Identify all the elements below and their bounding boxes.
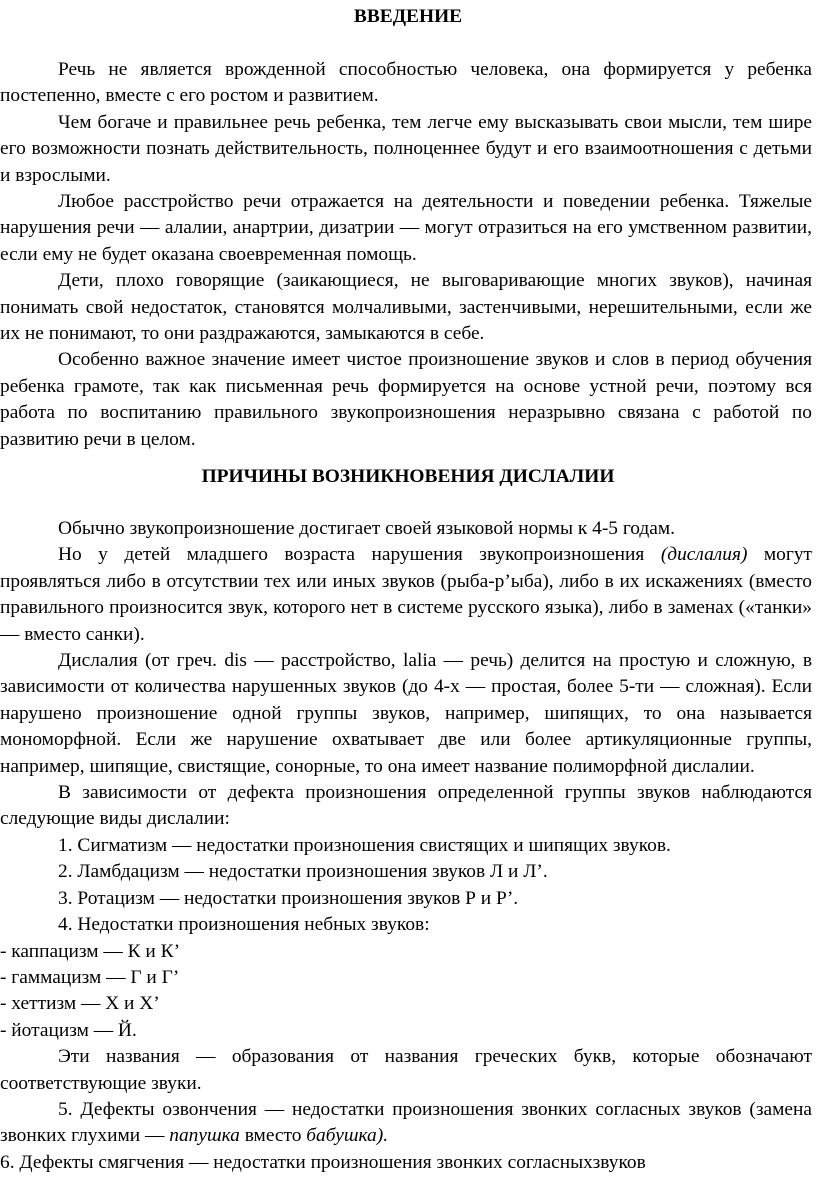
causes-paragraph-6 bbox=[0, 1097, 812, 1150]
causes-body bbox=[0, 516, 812, 1176]
causes-paragraph-7: 6. Дефекты смягчения — недостатки произношения звонких согласныхзвуков bbox=[0, 1151, 646, 1173]
causes-paragraph-6-text-a: 5. Дефекты озвончения — недостатки произношения звонких согласных звуков (замена звонких глухими — bbox=[0, 1098, 812, 1147]
causes-paragraph-6-text-mid: вместо bbox=[239, 1125, 307, 1147]
causes-paragraph-2-text-b: могут проявляться либо в отсутствии тех или иных звуков (рыба-р’ыба), либо в их искажениях (вместо правильного произносится звук, которого нет в системе русского языка), либо в заменах («танки» — вместо санки). bbox=[0, 544, 812, 645]
intro-paragraph-5: Особенно важное значение имеет чистое произношение звуков и слов в период обучения ребенка грамоте, так как письменная речь формируется на основе устной речи, поэтому вся работа по воспитанию правильного звукопроизношения неразрывно связана с работой по развитию речи в целом. bbox=[0, 349, 812, 450]
causes-paragraph-2-text-a: Но у детей младшего возраста нарушения звукопроизношения bbox=[58, 544, 661, 566]
intro-paragraph-2: Чем богаче и правильнее речь ребенка, тем легче ему высказывать свои мысли, тем шире его возможности познать действительность, полноценнее будут и его взаимоотношения с детьми и взрослыми. bbox=[0, 111, 812, 186]
list-item-1: 1. Сигматизм — недостатки произношения свистящих и шипящих звуков. bbox=[58, 834, 671, 856]
sublist-item-4: - йотацизм — Й. bbox=[0, 1019, 137, 1041]
intro-paragraph-3: Любое расстройство речи отражается на деятельности и поведении ребенка. Тяжелые нарушения речи — алалии, анартрии, дизатрии — могут отразиться на его умственном развитии, если ему не будет оказана своевременная помощь. bbox=[0, 191, 812, 265]
intro-body bbox=[0, 57, 812, 453]
causes-paragraph-6-emphasis-2: бабушка). bbox=[306, 1125, 389, 1147]
causes-heading: ПРИЧИНЫ ВОЗНИКНОВЕНИЯ ДИСЛАЛИИ bbox=[201, 466, 615, 487]
intro-paragraph-1: Речь не является врожденной способностью человека, она формируется у ребенка постепенно, вместе с его ростом и развитием. bbox=[0, 59, 812, 107]
causes-paragraph-5: Эти названия — образования от названия греческих букв, которые обозначают соответствующие звуки. bbox=[0, 1046, 812, 1094]
causes-paragraph-1: Обычно звукопроизношение достигает своей языковой нормы к 4-5 годам. bbox=[58, 518, 676, 539]
causes-paragraph-6-emphasis-1: папушка bbox=[169, 1125, 240, 1147]
list-item-2: 2. Ламбдацизм — недостатки произношения звуков Л и Л’. bbox=[58, 861, 548, 883]
sublist-item-1: - каппацизм — К и К’ bbox=[0, 940, 181, 962]
causes-paragraph-3: Дислалия (от греч. dis — расстройство, lalia — речь) делится на простую и сложную, в зависимости от количества нарушенных звуков (до 4-х — простая, более 5-ти — сложная). Если нарушено произношение одной группы звуков, например, шипящих, то она называется мономорфной. Если же нарушение охватывает две или более артикуляционные группы, например, шипящие, свистящие, сонорные, то она имеет название полиморфной дислалии. bbox=[0, 650, 812, 777]
sublist-item-3: - хеттизм — Х и Х’ bbox=[0, 993, 160, 1015]
causes-paragraph-4: В зависимости от дефекта произношения определенной группы звуков наблюдаются следующие виды дислалии: bbox=[0, 782, 812, 830]
intro-heading: ВВЕДЕНИЕ bbox=[353, 6, 463, 27]
list-item-4: 4. Недостатки произношения небных звуков: bbox=[58, 914, 430, 936]
sublist-item-2: - гаммацизм — Г и Г’ bbox=[0, 966, 180, 988]
list-item-3: 3. Ротацизм — недостатки произношения звуков Р и Р’. bbox=[58, 887, 519, 909]
causes-paragraph-2-emphasis: (дислалия) bbox=[660, 544, 748, 566]
causes-paragraph-2 bbox=[0, 542, 812, 648]
intro-paragraph-4: Дети, плохо говорящие (заикающиеся, не выговаривающие многих звуков), начиная понимать свой недостаток, становятся молчаливыми, застенчивыми, нерешительными, если же их не понимают, то они раздражаются, замыкаются в себе. bbox=[0, 270, 812, 345]
